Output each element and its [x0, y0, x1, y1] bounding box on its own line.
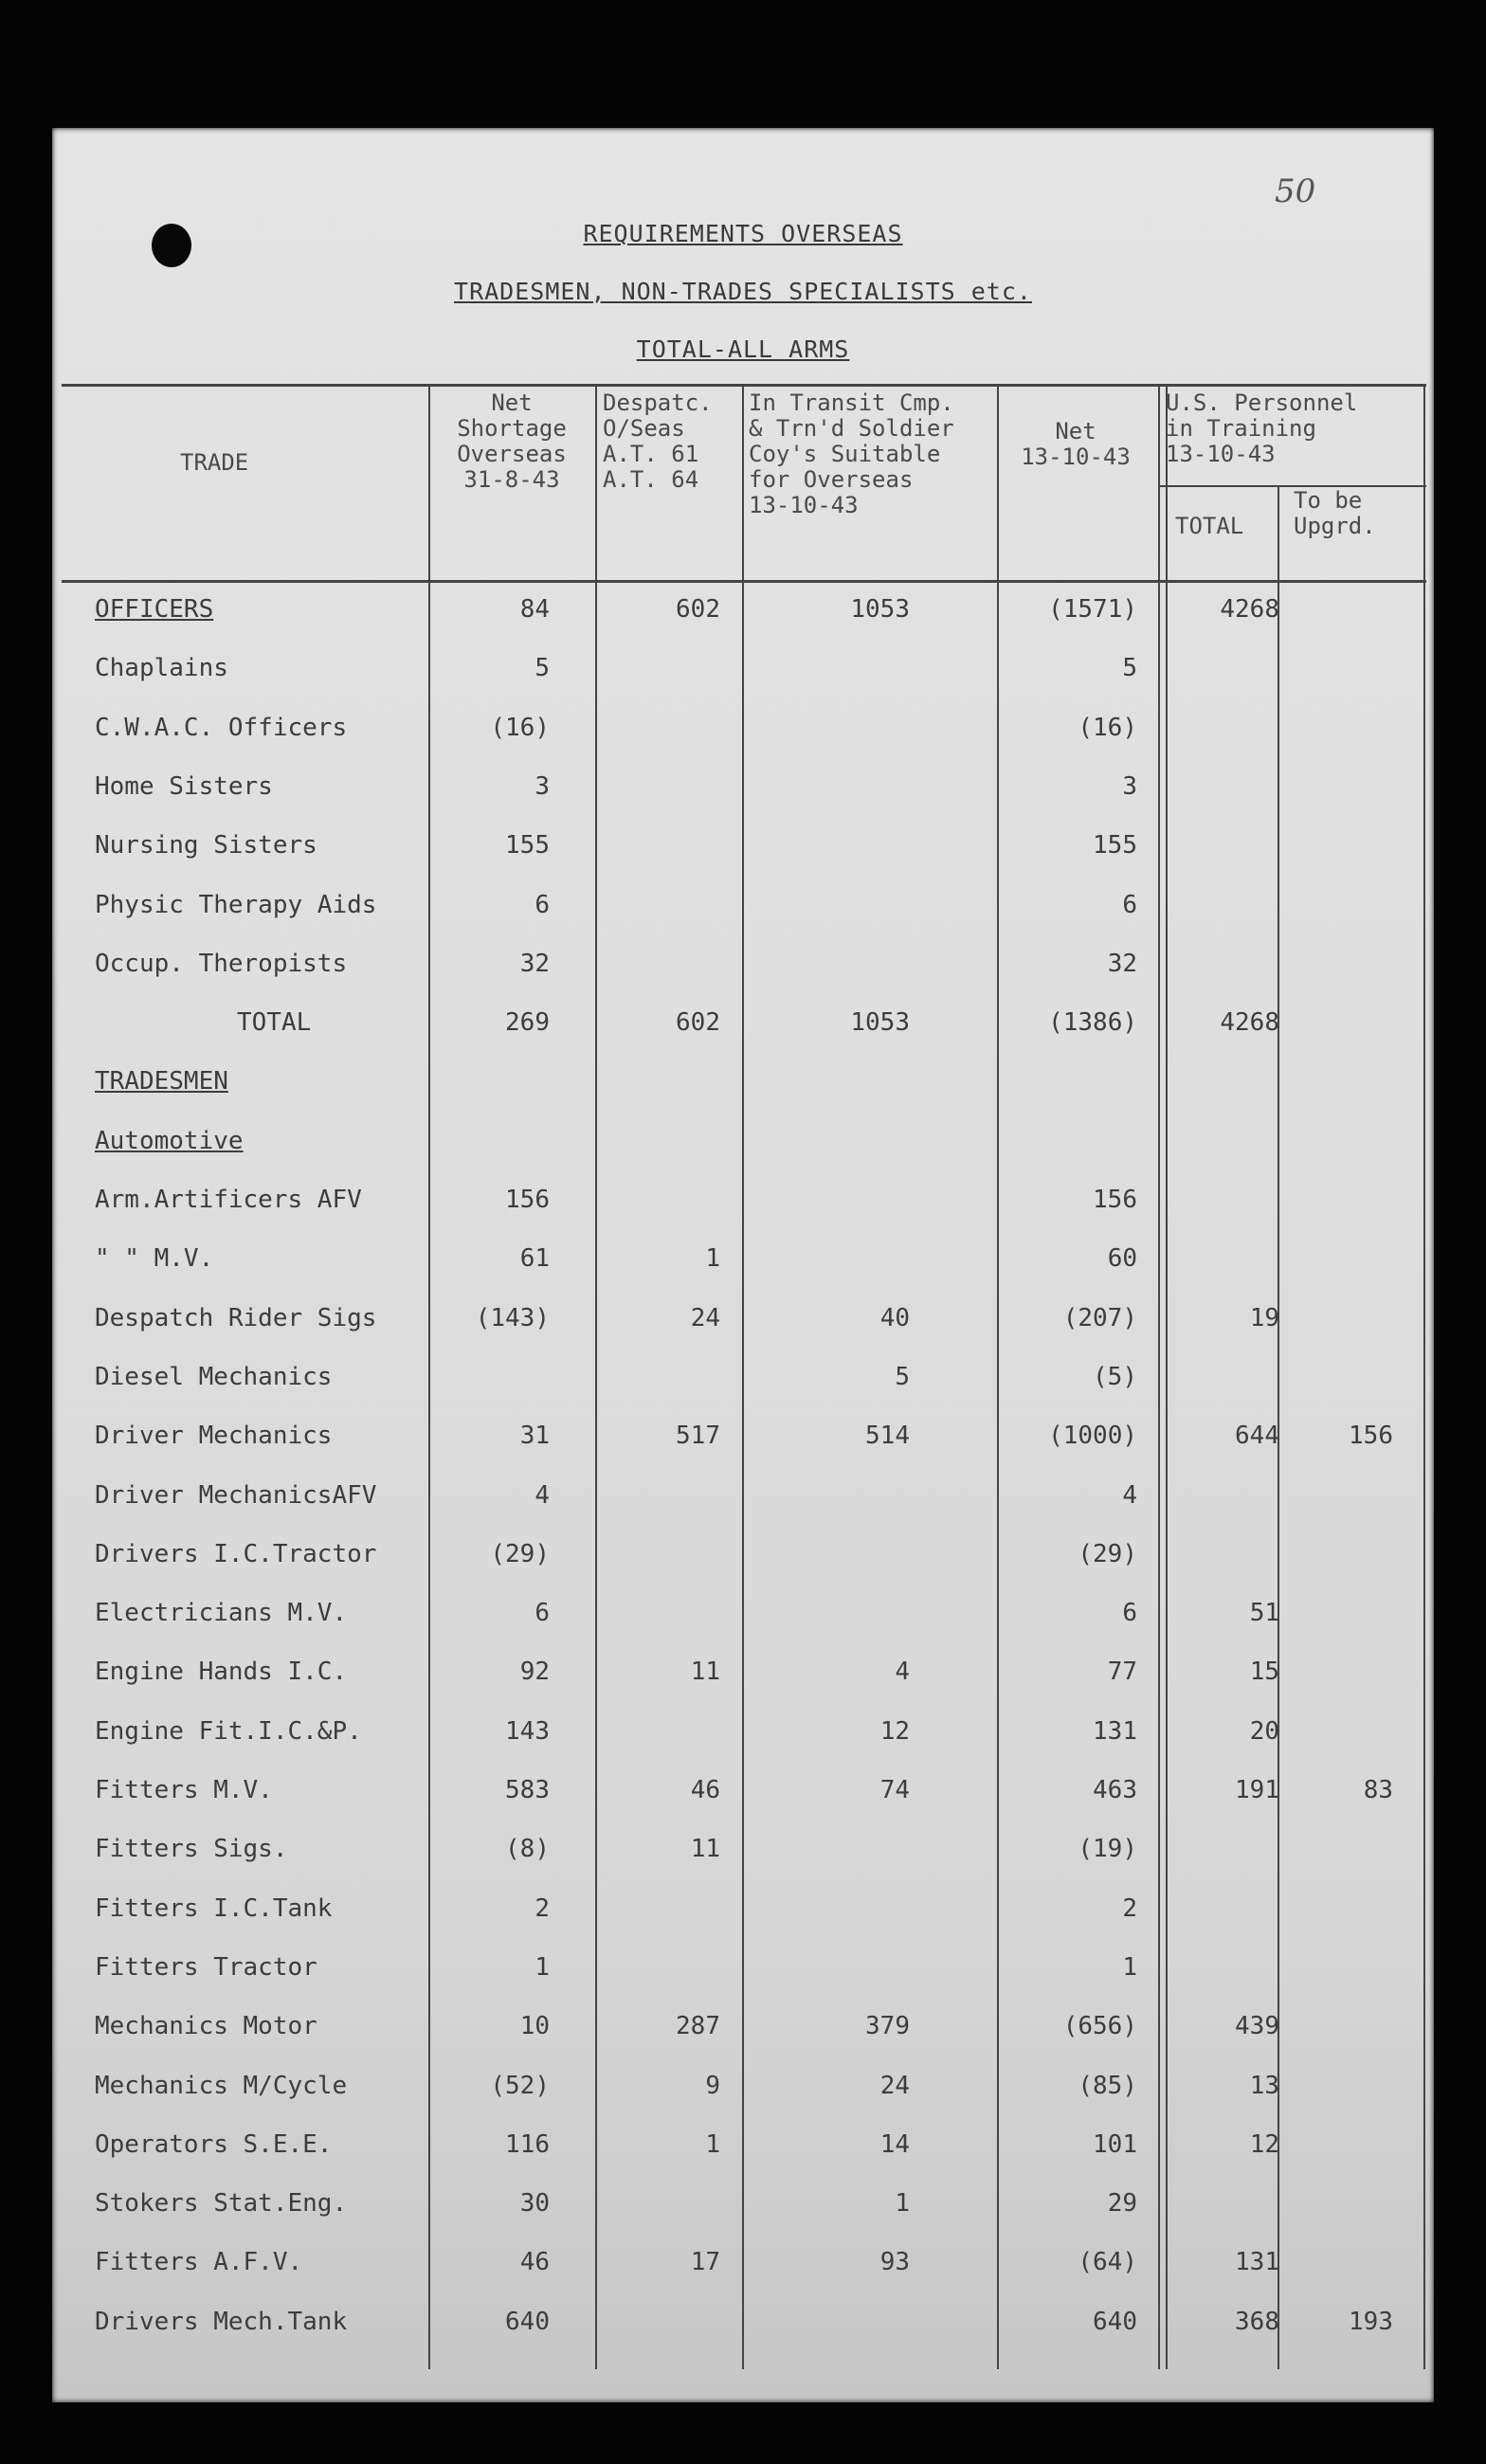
in-transit-value: 1 [895, 2189, 910, 2218]
net-value: 6 [1122, 1599, 1137, 1627]
trade-label: C.W.A.C. Officers [95, 714, 348, 742]
in-transit-value: 5 [895, 1363, 910, 1391]
net-shortage-value: 31 [519, 1422, 550, 1450]
page-number: 50 [1275, 172, 1316, 210]
in-transit-value: 1053 [850, 1008, 910, 1037]
net-shortage-value: 10 [519, 2012, 550, 2040]
net-value: 60 [1107, 1244, 1137, 1273]
trade-label: Home Sisters [95, 772, 273, 801]
net-shortage-value: 3 [535, 772, 550, 801]
col-rule-2 [595, 384, 597, 2369]
net-shortage-value: 46 [519, 2248, 550, 2276]
trade-label: OFFICERS [95, 595, 214, 624]
net-shortage-value: 30 [519, 2189, 550, 2218]
net-shortage-value: 2 [535, 1894, 550, 1923]
personnel-total-value: 191 [1235, 1776, 1279, 1804]
header-despatched: Despatc. O/Seas A.T. 61 A.T. 64 [603, 390, 713, 493]
col-rule-1 [428, 384, 430, 2369]
personnel-total-value: 12 [1249, 2130, 1279, 2159]
despatched-value: 11 [690, 1835, 720, 1863]
net-shortage-value: 61 [519, 1244, 550, 1273]
header-personnel-upgrd: To be Upgrd. [1294, 487, 1376, 539]
trade-label: Fitters Tractor [95, 1953, 317, 1982]
despatched-value: 517 [676, 1422, 720, 1450]
personnel-total-value: 644 [1235, 1422, 1279, 1450]
net-value: (85) [1078, 2072, 1137, 2100]
despatched-value: 11 [690, 1658, 720, 1686]
to-be-upgraded-value: 193 [1349, 2308, 1393, 2336]
trade-label: Physic Therapy Aids [95, 891, 377, 919]
personnel-total-value: 368 [1235, 2308, 1279, 2336]
header-trade: TRADE [180, 449, 249, 476]
personnel-split-rule [1158, 485, 1426, 487]
trade-label: Driver Mechanics [95, 1422, 333, 1450]
in-transit-value: 1053 [850, 595, 910, 624]
trade-label: Fitters M.V. [95, 1776, 273, 1804]
net-value: 32 [1107, 950, 1137, 978]
despatched-value: 602 [676, 1008, 720, 1037]
trade-label: TRADESMEN [95, 1067, 228, 1096]
trade-label: Occup. Theropists [95, 950, 348, 978]
personnel-total-value: 13 [1249, 2072, 1279, 2100]
despatched-value: 46 [690, 1776, 720, 1804]
header-personnel: U.S. Personnel in Training 13-10-43 [1166, 390, 1358, 467]
despatched-value: 602 [676, 595, 720, 624]
despatched-value: 9 [705, 2072, 720, 2100]
net-shortage-value: 6 [535, 891, 550, 919]
trade-label: Engine Fit.I.C.&P. [95, 1717, 362, 1746]
trade-label: " " M.V. [95, 1244, 214, 1273]
net-shortage-value: 155 [505, 831, 550, 860]
trade-label: Automotive [95, 1127, 244, 1155]
col-rule-5 [1158, 384, 1160, 2369]
trade-label: Engine Hands I.C. [95, 1658, 348, 1686]
net-shortage-value: (143) [475, 1304, 550, 1332]
net-shortage-value: 583 [505, 1776, 550, 1804]
personnel-total-value: 439 [1235, 2012, 1279, 2040]
net-shortage-value: 32 [519, 950, 550, 978]
in-transit-value: 4 [895, 1658, 910, 1686]
trade-label: Electricians M.V. [95, 1599, 348, 1627]
in-transit-value: 14 [879, 2130, 910, 2159]
header-net: Net 13-10-43 [1021, 418, 1131, 470]
net-value: (207) [1062, 1304, 1137, 1332]
trade-label: Mechanics M/Cycle [95, 2072, 348, 2100]
net-shortage-value: 116 [505, 2130, 550, 2159]
trade-label: Drivers I.C.Tractor [95, 1540, 377, 1568]
trade-label: Arm.Artificers AFV [95, 1186, 362, 1214]
net-value: 29 [1107, 2189, 1137, 2218]
in-transit-value: 12 [879, 1717, 910, 1746]
net-value: (16) [1078, 714, 1137, 742]
net-value: 1 [1122, 1953, 1137, 1982]
personnel-total-value: 19 [1249, 1304, 1279, 1332]
net-value: 131 [1093, 1717, 1137, 1746]
despatched-value: 17 [690, 2248, 720, 2276]
col-rule-7 [1423, 384, 1425, 2369]
in-transit-value: 40 [879, 1304, 910, 1332]
net-value: (29) [1078, 1540, 1137, 1568]
net-shortage-value: (8) [505, 1835, 550, 1863]
trade-label: Chaplains [95, 654, 228, 682]
net-shortage-value: (16) [490, 714, 550, 742]
net-value: 155 [1093, 831, 1137, 860]
net-value: 6 [1122, 891, 1137, 919]
net-shortage-value: (52) [490, 2072, 550, 2100]
net-value: (656) [1062, 2012, 1137, 2040]
header-in-transit: In Transit Cmp. & Trn'd Soldier Coy's Suitable for Overseas 13-10-43 [749, 390, 954, 518]
net-value: 77 [1107, 1658, 1137, 1686]
trade-label: Diesel Mechanics [95, 1363, 333, 1391]
in-transit-value: 74 [879, 1776, 910, 1804]
net-shortage-value: 640 [505, 2308, 550, 2336]
net-value: (5) [1093, 1363, 1137, 1391]
net-value: (1571) [1048, 595, 1137, 624]
doc-scope: TOTAL-ALL ARMS [636, 335, 850, 363]
in-transit-value: 24 [879, 2072, 910, 2100]
net-shortage-value: 6 [535, 1599, 550, 1627]
header-bottom-rule [62, 580, 1426, 583]
net-value: 4 [1122, 1481, 1137, 1510]
despatched-value: 1 [705, 1244, 720, 1273]
net-value: (1386) [1048, 1008, 1137, 1037]
net-value: 640 [1093, 2308, 1137, 2336]
trade-label: Mechanics Motor [95, 2012, 317, 2040]
to-be-upgraded-value: 83 [1363, 1776, 1393, 1804]
in-transit-value: 379 [865, 2012, 910, 2040]
net-value: 156 [1093, 1186, 1137, 1214]
net-shortage-value: 4 [535, 1481, 550, 1510]
personnel-total-value: 4268 [1220, 595, 1279, 624]
net-shortage-value: 156 [505, 1186, 550, 1214]
header-net-shortage: Net Shortage Overseas 31-8-43 [457, 390, 567, 493]
trade-label: Fitters A.F.V. [95, 2248, 303, 2276]
net-shortage-value: 269 [505, 1008, 550, 1037]
net-shortage-value: 92 [519, 1658, 550, 1686]
net-value: 2 [1122, 1894, 1137, 1923]
col-rule-3 [742, 384, 744, 2369]
net-shortage-value: 5 [535, 654, 550, 682]
despatched-value: 24 [690, 1304, 720, 1332]
net-value: 3 [1122, 772, 1137, 801]
net-value: (1000) [1048, 1422, 1137, 1450]
personnel-total-value: 131 [1235, 2248, 1279, 2276]
personnel-total-value: 4268 [1220, 1008, 1279, 1037]
net-value: 463 [1093, 1776, 1137, 1804]
net-value: 5 [1122, 654, 1137, 682]
personnel-total-value: 15 [1249, 1658, 1279, 1686]
net-shortage-value: 84 [519, 595, 550, 624]
doc-title: REQUIREMENTS OVERSEAS [583, 220, 903, 247]
trade-label: TOTAL [237, 1008, 312, 1037]
doc-subtitle: TRADESMEN, NON-TRADES SPECIALISTS etc. [454, 278, 1032, 305]
col-rule-4 [997, 384, 999, 2369]
personnel-total-value: 51 [1249, 1599, 1279, 1627]
trade-label: Operators S.E.E. [95, 2130, 333, 2159]
net-shortage-value: 143 [505, 1717, 550, 1746]
trade-label: Stokers Stat.Eng. [95, 2189, 348, 2218]
col-rule-5b [1166, 384, 1168, 2369]
trade-label: Nursing Sisters [95, 831, 317, 860]
trade-label: Fitters Sigs. [95, 1835, 288, 1863]
trade-label: Driver MechanicsAFV [95, 1481, 377, 1510]
net-shortage-value: (29) [490, 1540, 550, 1568]
net-shortage-value: 1 [535, 1953, 550, 1982]
trade-label: Despatch Rider Sigs [95, 1304, 377, 1332]
net-value: (19) [1078, 1835, 1137, 1863]
to-be-upgraded-value: 156 [1349, 1422, 1393, 1450]
header-personnel-total: TOTAL [1175, 513, 1244, 539]
despatched-value: 1 [705, 2130, 720, 2159]
net-value: (64) [1078, 2248, 1137, 2276]
trade-label: Fitters I.C.Tank [95, 1894, 333, 1923]
despatched-value: 287 [676, 2012, 720, 2040]
in-transit-value: 93 [879, 2248, 910, 2276]
net-value: 101 [1093, 2130, 1137, 2159]
table-top-rule [62, 384, 1426, 387]
trade-label: Drivers Mech.Tank [95, 2308, 348, 2336]
personnel-total-value: 20 [1249, 1717, 1279, 1746]
in-transit-value: 514 [865, 1422, 910, 1450]
